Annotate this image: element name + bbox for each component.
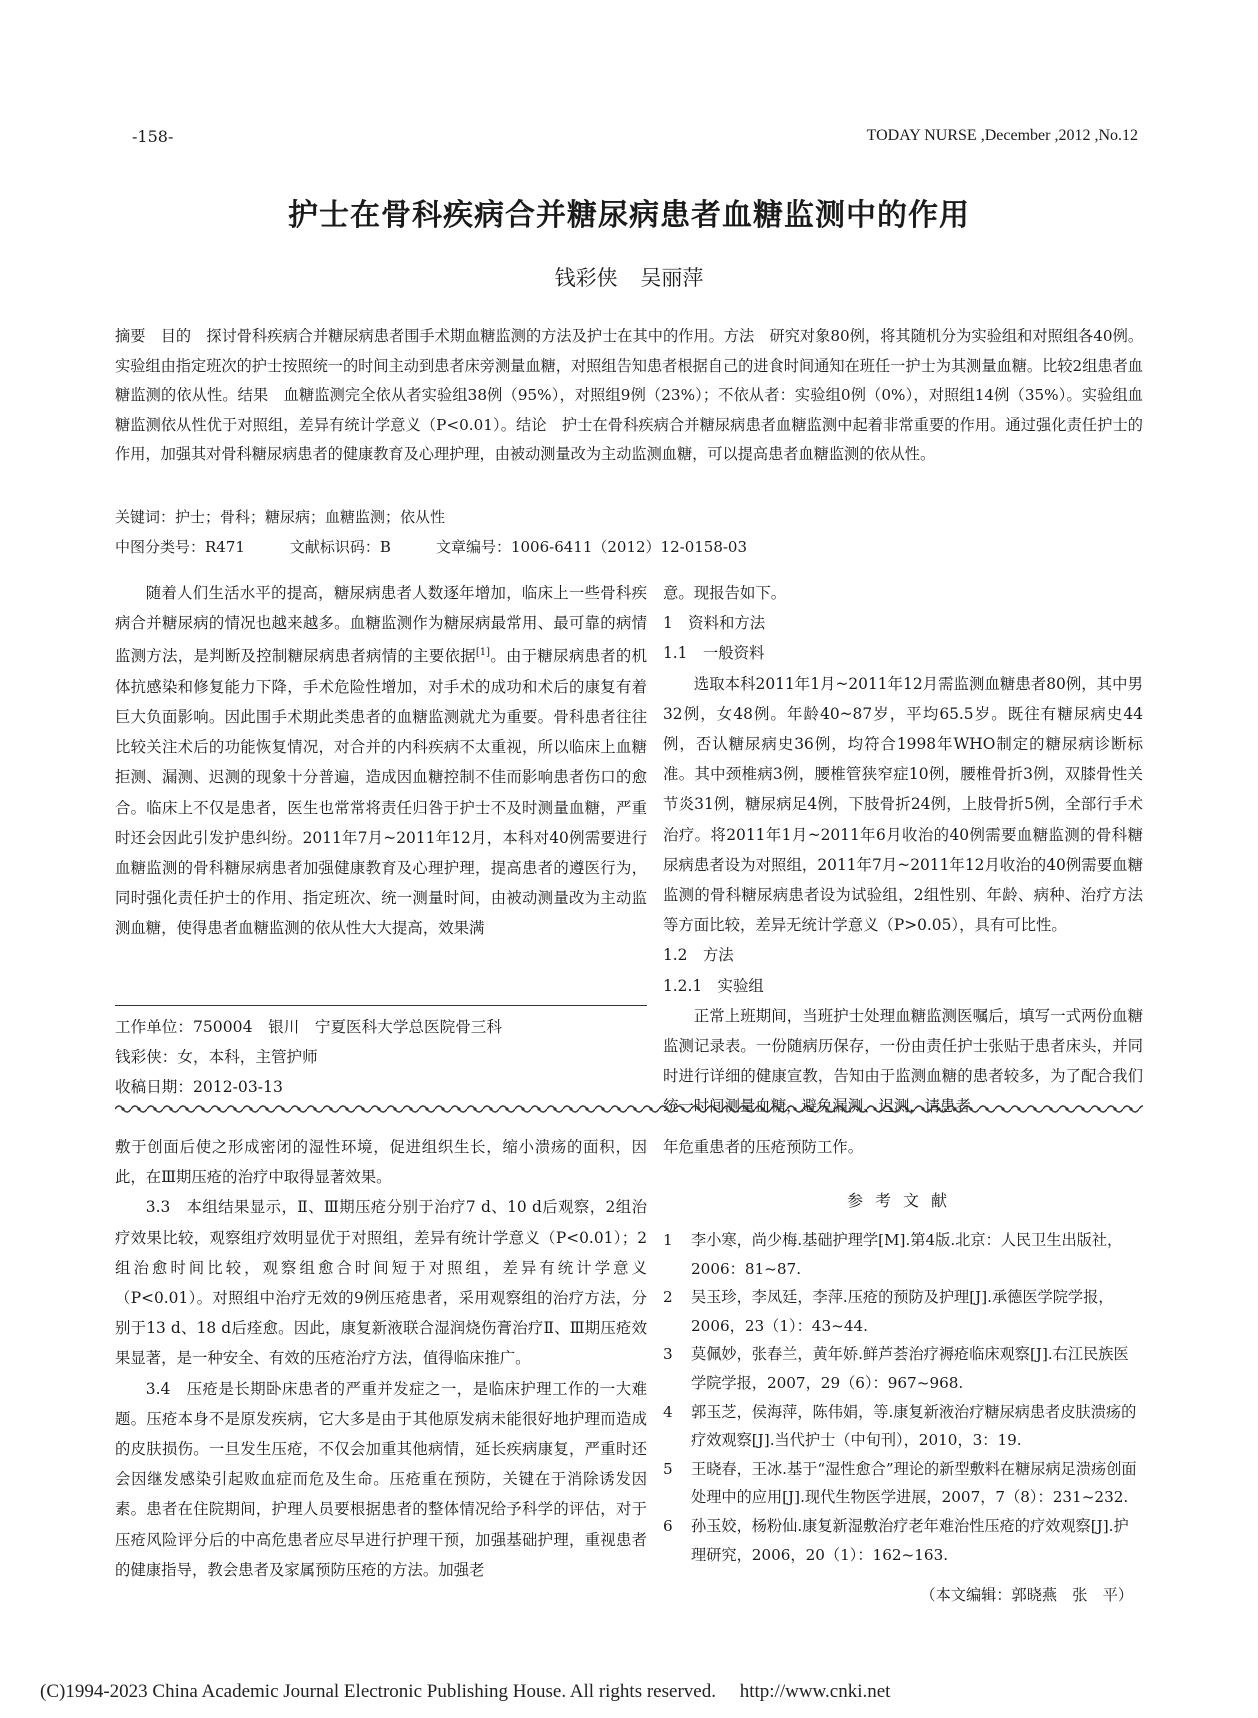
reference-text: 李小寒，尚少梅.基础护理学[M].第4版.北京：人民卫生出版社，2006：81~87. (691, 1231, 1123, 1278)
left-column-bottom (115, 1132, 647, 1585)
reference-item (663, 1398, 1143, 1455)
affiliation: 工作单位：750004 银川 宁夏医科大学总医院骨三科 (115, 1018, 502, 1036)
editor-note: （本文编辑：郭晓燕 张 平） (920, 1586, 1133, 1604)
intro-paragraph (115, 578, 647, 944)
reference-item (663, 1455, 1143, 1512)
left-column-top (115, 578, 647, 944)
right-column-top (663, 578, 1143, 1122)
reference-text: 王晓春，王冰.基于“湿性愈合”理论的新型敷料在糖尿病足溃疡创面处理中的应用[J].现代生物医学进展，2007，7（8）：231~232. (691, 1459, 1137, 1507)
general-data-paragraph: 选取本科2011年1月~2011年12月需监测血糖患者80例，其中男 32例，女48例。年龄40~87岁，平均65.5岁。既往有糖尿病史44例，否认糖尿病史36例，均符合1998年WHO制定的糖尿病诊断标准。其中颈椎病3例，腰椎管狭窄症10例，腰椎骨折3例，双膝骨性关节炎31例，糖尿病足4例，下肢骨折24例，上肢骨折5例，全部行手术治疗。将2011年1月~2011年6月收治的40例需要血糖监测的骨科糖尿病患者设为对照组，2011年7月~2011年12月收治的40例需要血糖监测的骨科糖尿病患者设为试验组，2组性别、年龄、病种、治疗方法等方面比较，差异无统计学意义（P>0.05），具有可比性。 (663, 674, 1143, 935)
reference-number: 4 (663, 1402, 673, 1421)
reference-item (663, 1340, 1143, 1397)
intro-text-a: 随着人们生活水平的提高，糖尿病患者人数逐年增加，临床上一些骨科疾病合并糖尿病的情况也越来越多。血糖监测作为糖尿病最常用、最可靠的病情监测方法，是判断及控制糖尿病患者病情的主要依据 (115, 584, 647, 666)
article-authors: 钱彩侠 吴丽萍 (554, 266, 704, 290)
page-number: -158- (132, 127, 174, 146)
section-3-3: 3.3 本组结果显示，Ⅱ、Ⅲ期压疮分别于治疗7 d、10 d后观察，2组治疗效果比较，观察组疗效明显优于对照组，差异有统计学意义（P<0.01）；2组治愈时间比较，观察组愈合时间短于对照组，差异有统计学意义（P<0.01）。对照组中治疗无效的9例压疮患者，采用观察组的治疗方法，分别于13 d、18 d后痊愈。因此，康复新液联合湿润烧伤膏治疗Ⅱ、Ⅲ期压疮效果显著，是一种安全、有效的压疮治疗方法，值得临床推广。 (115, 1198, 647, 1368)
reference-number: 1 (663, 1231, 673, 1249)
author-info: 钱彩侠：女，本科，主管护师 (115, 1048, 318, 1066)
method-paragraph: 正常上班期间，当班护士处理血糖监测医嘱后，填写一式两份血糖监测记录表。一份随病历保存，一份由责任护士张贴于患者床头，并同时进行详细的健康宣教，告知由于监测血糖的患者较多，为了配合我们 (663, 1006, 1143, 1086)
section-3-4: 3.4 压疮是长期卧床患者的严重并发症之一，是临床护理工作的一大难题。压疮本身不是原发疾病，它大多是由于其他原发病未能很好地护理而造成的皮肤损伤。一旦发生压疮，不仅会加重其他病情，延长疾病康复，严重时还会因继发感染引起败血症而危及生命。压疮重在预防，关键在于消除诱发因素。患者在住院期间，护理人员要根据患者的整体情况给予科学的评估，对于压疮风险评分后的中高危患者应尽早进行护理干预，加强基础护理，重视患者的健康指导，教会患者及家属预防压疮的方法。加强老 (115, 1379, 647, 1579)
ornamental-divider-icon (115, 1101, 1143, 1117)
footnote (115, 1012, 647, 1102)
reference-number: 2 (663, 1288, 673, 1307)
reference-text: 莫佩妙，张春兰，黄年娇.鲜芦荟治疗褥疮临床观察[J].右江民族医学院学报，2007，29（6）：967~968. (691, 1345, 1129, 1392)
section-heading-1-1: 1.1 一般资料 (663, 644, 765, 663)
copyright-footer: (C)1994-2023 China Academic Journal Electronic Publishing House. All rights reserved. http://www.cnki.net (40, 1681, 891, 1702)
reference-number: 5 (663, 1459, 673, 1478)
keywords: 关键词：护士；骨科；糖尿病；血糖监测；依从性 (115, 508, 446, 526)
reference-number: 6 (663, 1516, 673, 1535)
reference-item (663, 1283, 1143, 1340)
section-heading-1: 1 资料和方法 (663, 614, 766, 633)
footnote-rule (115, 1005, 647, 1006)
section-heading-1-2: 1.2 方法 (663, 946, 734, 965)
reference-item (663, 1226, 1143, 1283)
references-list (663, 1226, 1143, 1569)
abstract-text: 目的 探讨骨科疾病合并糖尿病患者围手术期血糖监测的方法及护士在其中的作用。方法 研究对象80例，将其随机分为实验组和对照组各40例。实验组由指定班次的护士按照统一的时间主动到患者床旁测量血糖，对照组告知患者根据自己的进食时间通知在班任一护士为其测量血糖。比较2组患者血糖监测的依从性。结果 血糖监测完全依从者实验组38例（95%），对照组9例（23%）；不依从者：实验组0例（0%），对照组14例（35%）。实验组血糖监测依从性优于对照组，差异有统计学意义（P<0.01）。结论 护士在骨科疾病合并糖尿病患者血糖监测中起着非常重要的作用。通过强化责任护士的作用，加强其对骨科糖尿病患者的健康教育及心理护理，由被动测量改为主动监测血糖，可以提高患者血糖监测的依从性。 (115, 327, 1144, 464)
abstract-label: 摘要 (115, 327, 146, 345)
article-divider (115, 1101, 1143, 1117)
classification-info: 中图分类号：R471 文献标识码：B 文章编号：1006-6411（2012）12-0158-03 (115, 538, 748, 556)
references-title: 参考文献 (846, 1191, 959, 1210)
journal-header: TODAY NURSE ,December ,2012 ,No.12 (866, 127, 1138, 144)
reference-text: 郭玉芝，侯海萍，陈伟娟，等.康复新液治疗糖尿病患者皮肤溃疡的疗效观察[J].当代护士（中旬刊），2010，3：19. (691, 1402, 1137, 1450)
reference-text: 吴玉珍，李凤廷，李萍.压疮的预防及护理[J].承德医学院学报，2006，23（1）：43~44. (691, 1288, 1114, 1335)
received-date: 收稿日期：2012-03-13 (115, 1078, 283, 1096)
article-title: 护士在骨科疾病合并糖尿病患者血糖监测中的作用 (288, 198, 970, 233)
citation: [1] (475, 647, 491, 659)
reference-text: 孙玉姣，杨粉仙.康复新湿敷治疗老年难治性压疮的疗效观察[J].护理研究，2006，20（1）：162~163. (691, 1516, 1129, 1564)
reference-item (663, 1512, 1143, 1569)
abstract (115, 322, 1143, 470)
reference-number: 3 (663, 1345, 673, 1364)
intro-text-b: 。由于糖尿病患者的机体抗感染和修复能力下降，手术危险性增加，对手术的成功和术后的康复有着巨大负面影响。因此围手术期此类患者的血糖监测就尤为重要。骨科患者往往比较关注术后的功能恢复情况，对合并的内科疾病不太重视，所以临床上血糖拒测、漏测、迟测的现象十分普遍，造成因血糖控制不佳而影响患者伤口的愈合。临床上不仅是患者，医生也常常将责任归咎于护士不及时测量血糖，严重时还会因此引发护患纠纷。2011年7月~2011年12月，本科对40例需要进行血糖监测的骨科糖尿病患者加强健康教育及心理护理，提高患者的遵医行为，同时强化责任护士的作用、指定班次、统一测量时间，由被动测量改为主动监测血糖，使得患者血糖监测的依从性大大提高，效果满 (115, 647, 647, 938)
intro-continuation: 意。现报告如下。 (663, 584, 787, 602)
discussion-end: 年危重患者的压疮预防工作。 (663, 1138, 864, 1156)
right-column-bottom (663, 1132, 1143, 1162)
section-heading-1-2-1: 1.2.1 实验组 (663, 976, 764, 995)
discussion-continuation: 敷于创面后使之形成密闭的湿性环境，促进组织生长，缩小溃疡的面积，因此，在Ⅲ期压疮的治疗中取得显著效果。 (115, 1138, 647, 1187)
